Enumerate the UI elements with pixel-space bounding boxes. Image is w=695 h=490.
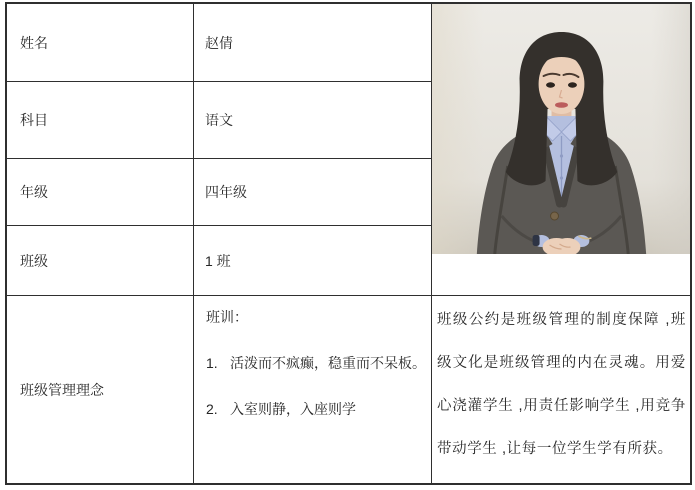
motto-item-2-number: 2. bbox=[206, 401, 218, 417]
field-label-subject-text: 科目 bbox=[20, 112, 48, 128]
field-value-name-text: 赵倩 bbox=[205, 34, 233, 51]
watch bbox=[533, 235, 540, 246]
field-value-subject-text: 语文 bbox=[205, 112, 233, 128]
field-label-grade-text: 年级 bbox=[20, 184, 48, 200]
field-value-grade bbox=[194, 159, 432, 226]
field-label-class-text: 班级 bbox=[20, 252, 48, 269]
motto-heading: 班训： bbox=[206, 309, 248, 325]
field-label-management-text: 班级管理理念 bbox=[20, 381, 104, 398]
teacher-portrait-photo bbox=[432, 4, 690, 254]
field-value-grade-text: 四年级 bbox=[205, 184, 247, 200]
field-label-subject bbox=[7, 82, 194, 159]
class-motto-cell bbox=[194, 296, 432, 483]
teacher-photo-cell bbox=[432, 4, 690, 296]
lips bbox=[555, 102, 568, 108]
motto-item-2 bbox=[206, 401, 425, 418]
motto-item-1-number: 1. bbox=[206, 355, 218, 371]
motto-item-1-text: 活泼而不疯癫，稳重而不呆板。 bbox=[230, 355, 426, 371]
field-value-class-text: 1 班 bbox=[205, 252, 231, 269]
field-label-management bbox=[7, 296, 194, 483]
field-label-name bbox=[7, 4, 194, 82]
philosophy-text: 班级公约是班级管理的制度保障 ,班级文化是班级管理的内在灵魂。用爱心浇灌学生 ,用责任影响学生 ,用竞争带动学生 ,让每一位学生学有所获。 bbox=[437, 312, 686, 457]
shirt-button bbox=[560, 154, 563, 157]
blazer-button bbox=[551, 212, 559, 220]
motto-item-1 bbox=[206, 355, 425, 372]
eye-right bbox=[568, 82, 577, 87]
philosophy-cell bbox=[432, 296, 690, 483]
field-label-grade bbox=[7, 159, 194, 226]
field-label-name-text: 姓名 bbox=[20, 34, 48, 51]
teacher-profile-table bbox=[5, 2, 692, 485]
eye-left bbox=[546, 82, 555, 87]
motto-item-2-text: 入室则静，入座则学 bbox=[230, 401, 356, 417]
field-value-class bbox=[194, 226, 432, 296]
shirt-button bbox=[560, 176, 563, 179]
field-value-subject bbox=[194, 82, 432, 159]
field-value-name bbox=[194, 4, 432, 82]
field-label-class bbox=[7, 226, 194, 296]
